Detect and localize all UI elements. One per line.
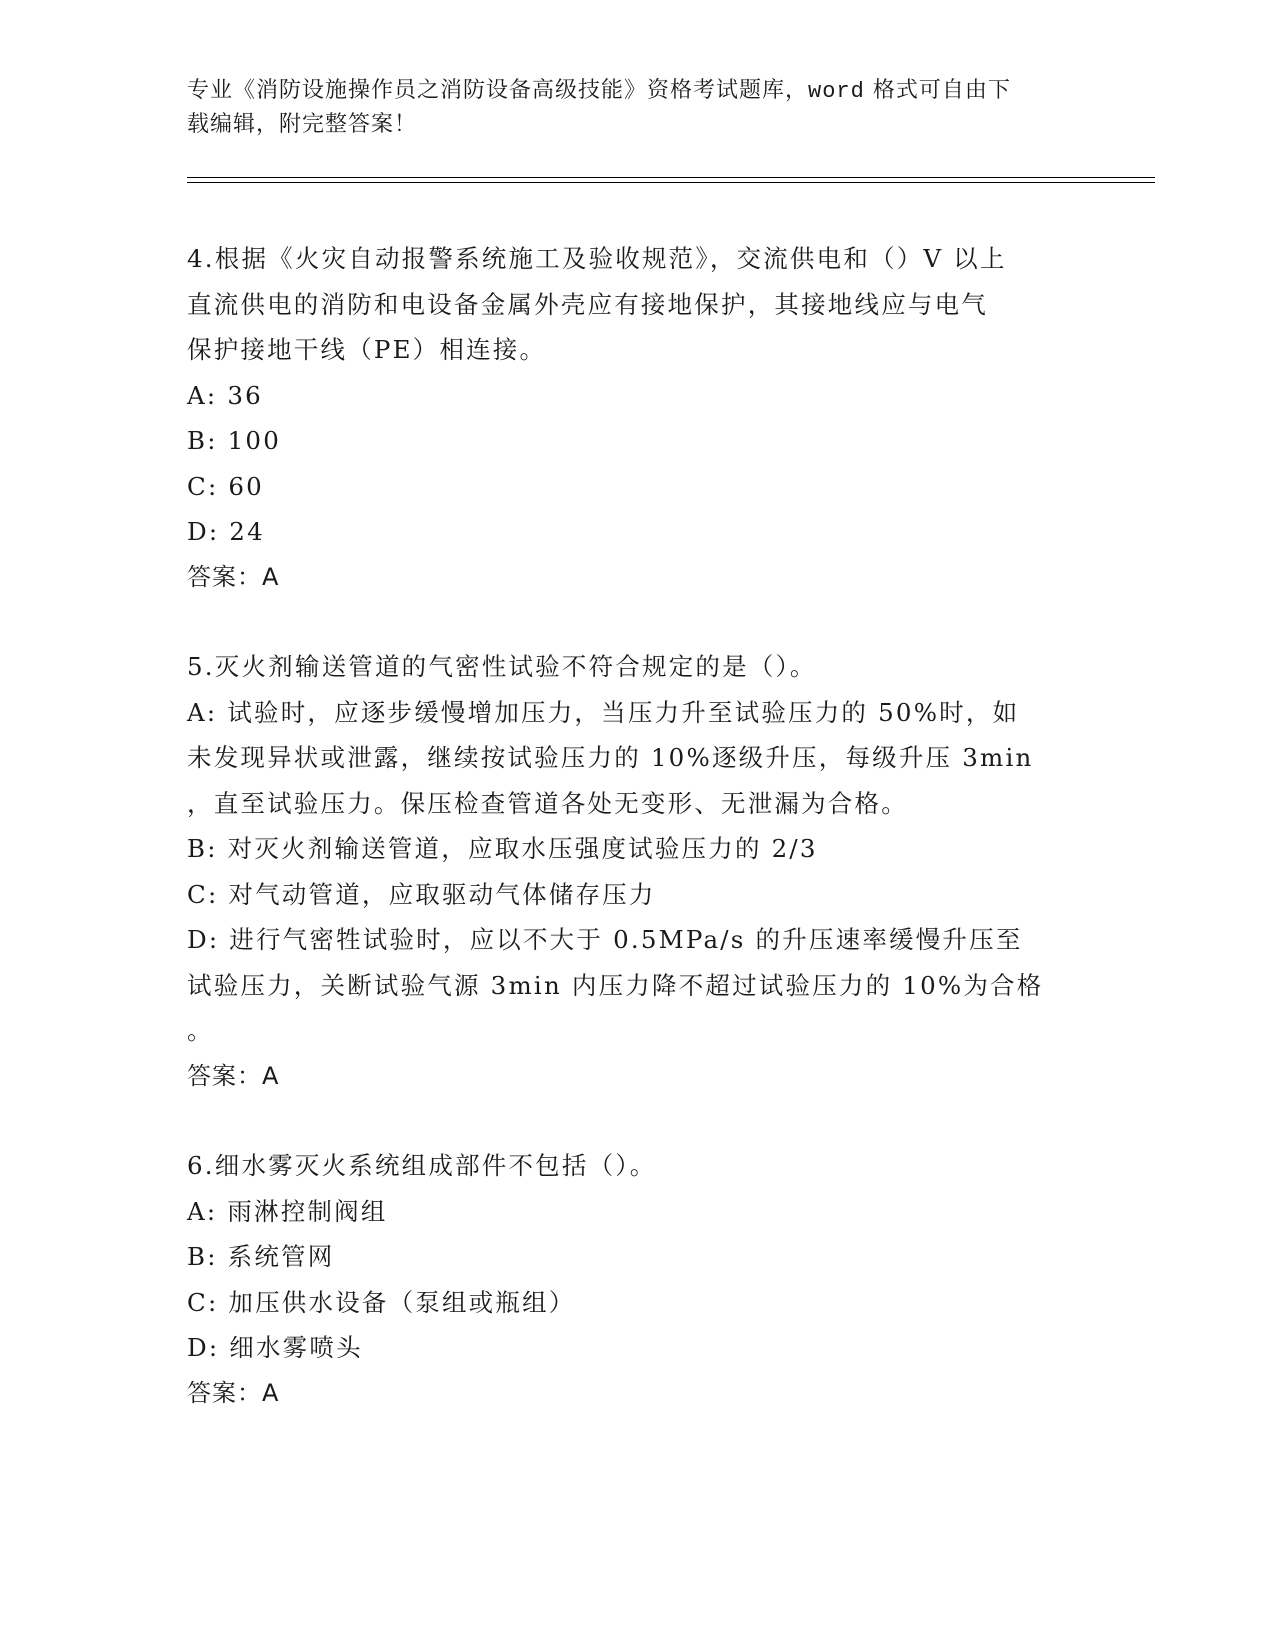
option-b: B: 100 <box>187 426 282 455</box>
option-c: C: 对气动管道，应取驱动气体储存压力 <box>187 879 656 909</box>
option-d-continued: 试验压力，关断试验气源 3min 内压力降不超过试验压力的 10%为合格 <box>187 970 1044 1000</box>
question-list <box>187 236 1087 1416</box>
option-d: D: 进行气密牲试验时，应以不大于 0.5MPa/s 的升压速率缓慢升压至 <box>187 925 1023 954</box>
question-stem-line: 保护接地干线（PE）相连接。 <box>187 335 547 364</box>
option-c: C: 60 <box>187 471 264 501</box>
header-line-2: 载编辑，附完整答案！ <box>187 112 418 137</box>
answer-label: 答案：A <box>187 1061 280 1090</box>
option-d-continued: 。 <box>187 1016 214 1045</box>
question-6 <box>187 1143 1087 1416</box>
option-b: B: 对灭火剂输送管道，应取水压强度试验压力的 2/3 <box>187 834 818 863</box>
option-a: A: 36 <box>187 380 263 410</box>
header-divider-top <box>187 177 1155 178</box>
question-stem-line: 4.根据《火灾自动报警系统施工及验收规范》，交流供电和（）V 以上 <box>187 244 1007 273</box>
question-4 <box>187 236 1087 600</box>
option-c: C: 加压供水设备（泵组或瓶组） <box>187 1287 576 1317</box>
option-a: A: 试验时，应逐步缓慢增加压力，当压力升至试验压力的 50%时，如 <box>187 697 1020 727</box>
document-header <box>187 74 1067 141</box>
question-stem-line: 直流供电的消防和电设备金属外壳应有接地保护，其接地线应与电气 <box>187 289 988 319</box>
option-a: A: 雨淋控制阀组 <box>187 1196 388 1226</box>
option-a-continued: ，直至试验压力。保压检查管道各处无变形、无泄漏为合格。 <box>187 788 908 818</box>
question-stem-line: 6.细水雾灭火系统组成部件不包括（）。 <box>187 1151 657 1180</box>
answer-label: 答案：A <box>187 562 280 591</box>
question-stem-line: 5.灭火剂输送管道的气密性试验不符合规定的是（）。 <box>187 652 817 681</box>
answer-label: 答案：A <box>187 1378 280 1407</box>
option-b: B: 系统管网 <box>187 1242 335 1271</box>
option-d: D: 24 <box>187 517 265 546</box>
header-divider-bottom <box>187 182 1155 183</box>
header-word-format: word <box>808 79 865 104</box>
option-d: D: 细水雾喷头 <box>187 1333 363 1362</box>
header-line-1: 专业《消防设施操作员之消防设备高级技能》资格考试题库，word 格式可自由下 <box>187 78 1011 104</box>
option-a-continued: 未发现异状或泄露，继续按试验压力的 10%逐级升压，每级升压 3min <box>187 743 1034 772</box>
question-5 <box>187 644 1087 1099</box>
